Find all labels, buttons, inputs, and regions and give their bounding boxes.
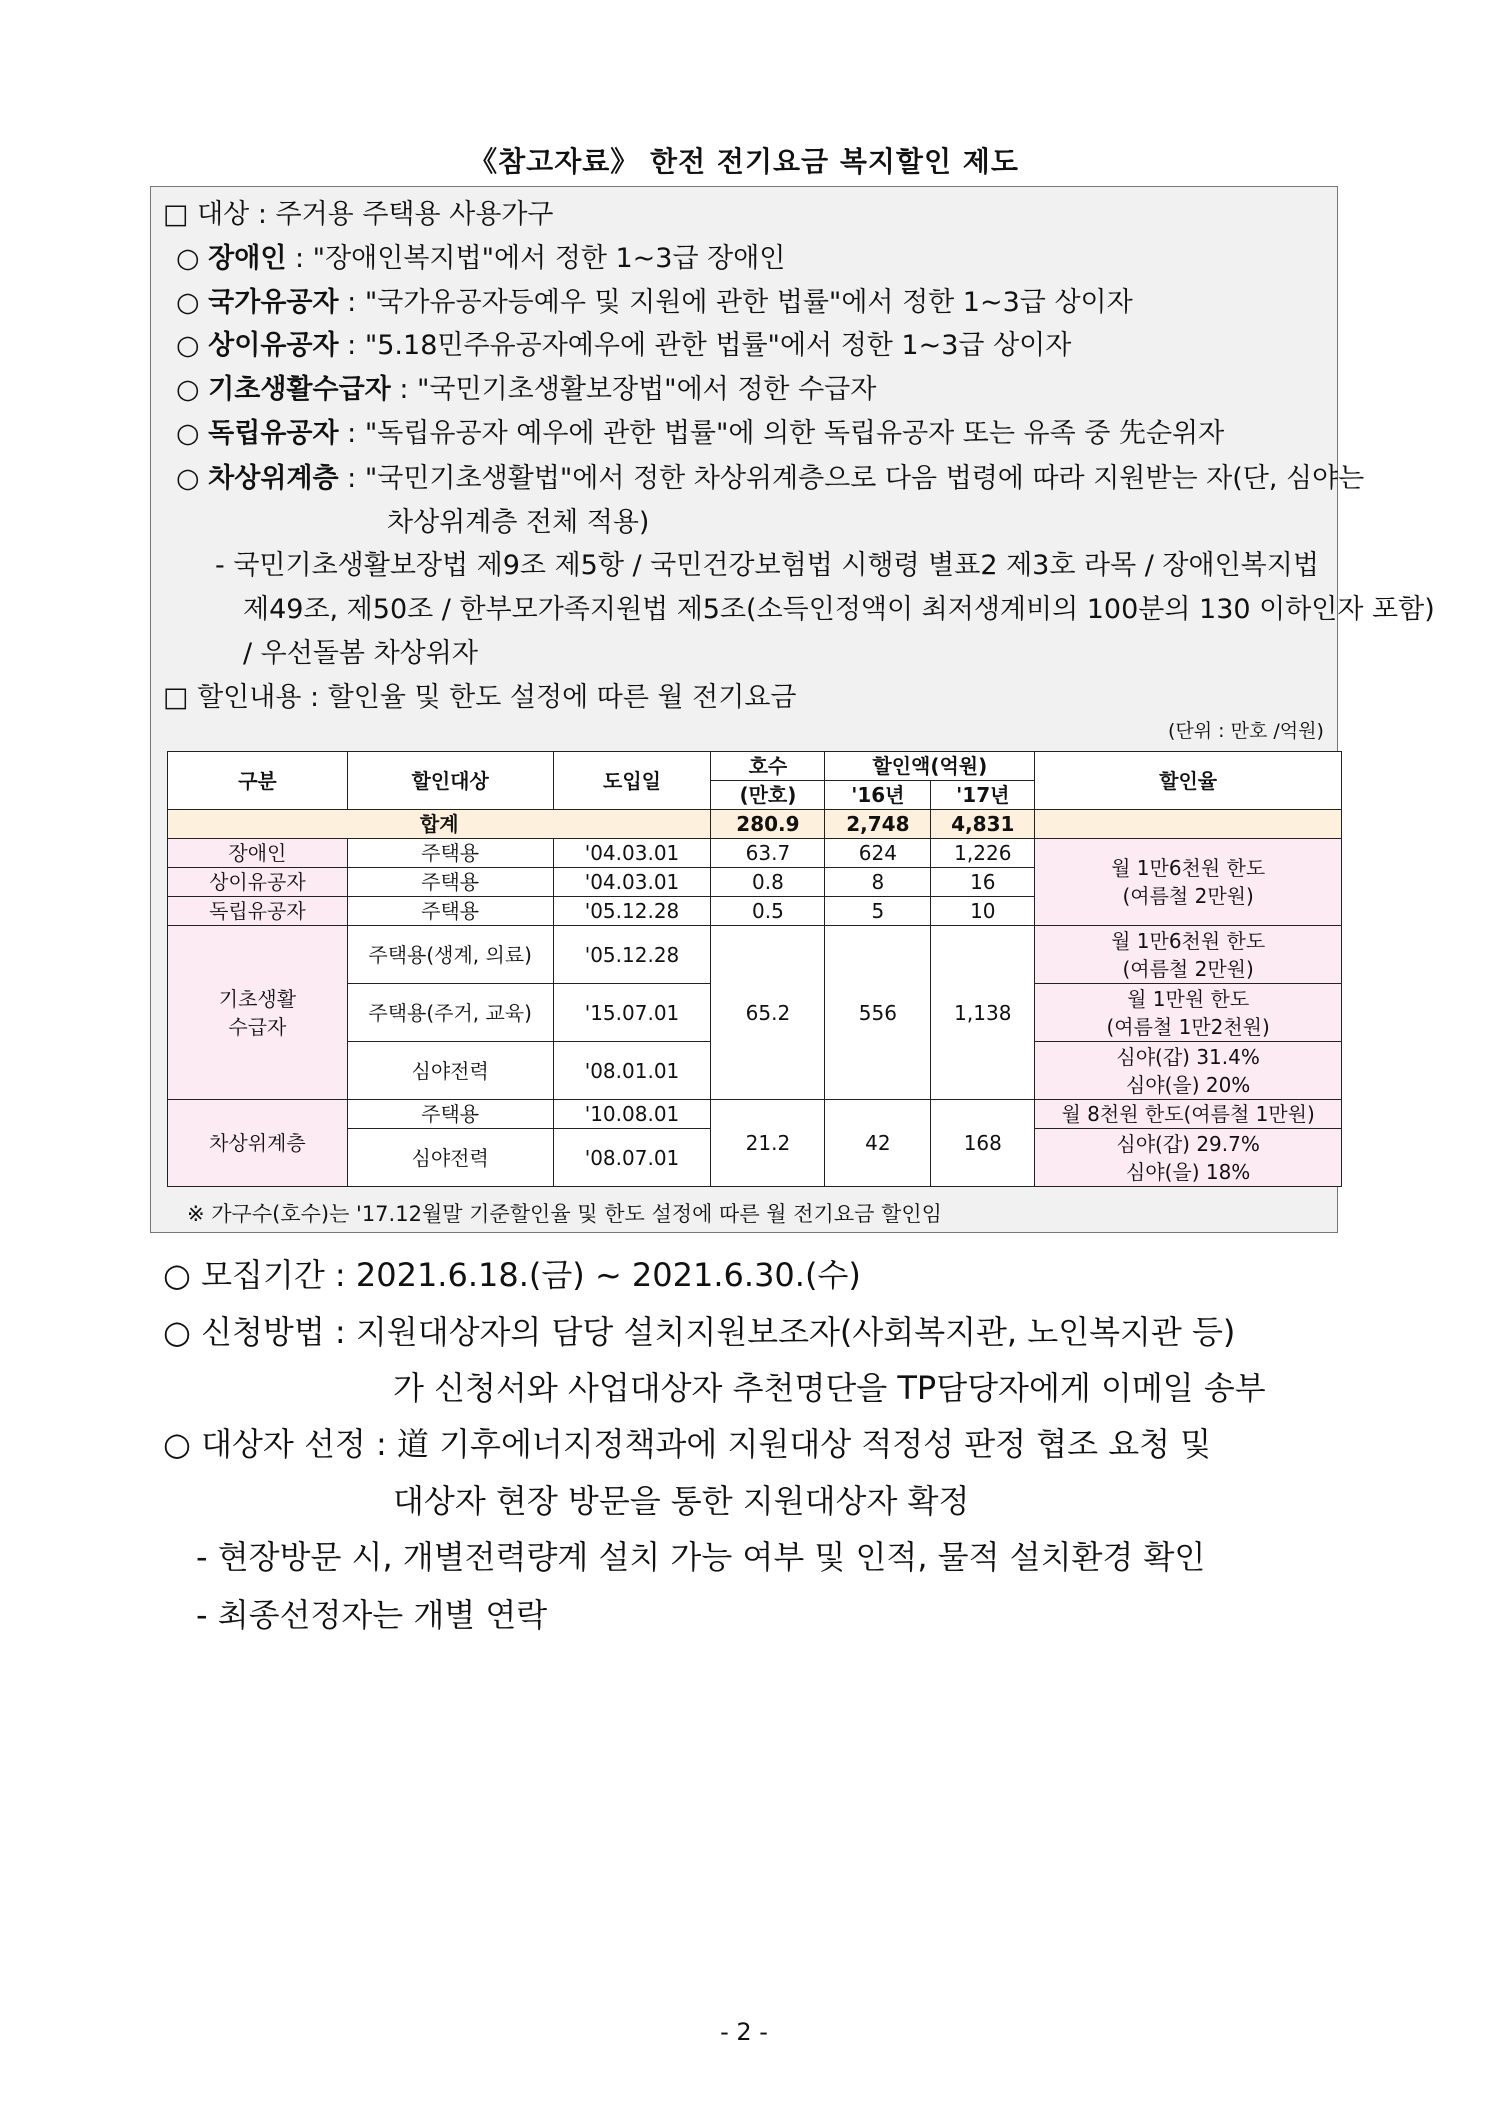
row-y16: 556	[825, 926, 931, 1100]
item-desc: : "독립유공자 예우에 관한 법률"에 의한 독립유공자 또는 유족 중 先순위자	[338, 418, 1225, 449]
target-item-basic	[176, 367, 876, 406]
row-target: 주택용	[347, 868, 553, 897]
row-target: 주택용(생계, 의료)	[347, 926, 553, 984]
total-rate	[1035, 810, 1342, 839]
row-category: 장애인	[168, 839, 348, 868]
row-category: 차상위계층	[168, 1100, 348, 1187]
row-households: 21.2	[711, 1100, 825, 1187]
row-y16: 5	[825, 897, 931, 926]
row-target: 주택용	[347, 897, 553, 926]
row-y16: 624	[825, 839, 931, 868]
table-total-row	[168, 810, 1342, 839]
item-desc: : "5.18민주유공자예우에 관한 법률"에서 정한 1~3급 상이자	[338, 330, 1072, 361]
selection-sub-2: - 최종선정자는 개별 연락	[196, 1596, 548, 1634]
category-line: 기초생활	[218, 986, 297, 1011]
target-line: □ 대상 : 주거용 주택용 사용가구	[163, 199, 554, 230]
header-households-unit: (만호)	[711, 781, 825, 810]
item-label: 기초생활수급자	[208, 374, 391, 405]
selection-sub-1: - 현장방문 시, 개별전력량계 설치 가능 여부 및 인적, 물적 설치환경 확인	[196, 1538, 1206, 1576]
header-y17: '17년	[931, 781, 1035, 810]
recruit-period: ○ 모집기간 : 2021.6.18.(금) ~ 2021.6.30.(수)	[163, 1256, 861, 1294]
table-row	[168, 926, 1342, 984]
row-target: 주택용	[347, 839, 553, 868]
rate-line: (여름철 2만원)	[1122, 884, 1254, 908]
sub-line-1: - 국민기초생활보장법 제9조 제5항 / 국민건강보험법 시행령 별표2 제3호 라목 / 장애인복지법	[215, 550, 1319, 581]
row-rate	[1035, 984, 1342, 1042]
row-y17: 1,226	[931, 839, 1035, 868]
rate-line: 월 1만6천원 한도	[1111, 928, 1266, 953]
rate-line: 월 1만원 한도	[1127, 986, 1250, 1011]
row-date: '15.07.01	[553, 984, 711, 1042]
rate-line: (여름철 2만원)	[1122, 956, 1254, 981]
bullet-icon: ○	[176, 463, 200, 494]
row-y17: 168	[931, 1100, 1035, 1187]
bullet-icon: ○	[176, 243, 200, 274]
row-date: '04.03.01	[553, 868, 711, 897]
row-target: 심야전력	[347, 1129, 553, 1187]
header-category: 구분	[168, 752, 348, 810]
item-label: 장애인	[208, 243, 287, 274]
header-rate: 할인율	[1035, 752, 1342, 810]
item-label: 상이유공자	[208, 330, 339, 361]
rate-line: 심야(갑) 29.7%	[1116, 1131, 1260, 1156]
selection-cont: 대상자 현장 방문을 통한 지원대상자 확정	[393, 1482, 970, 1520]
row-target: 주택용	[347, 1100, 553, 1129]
target-item-near-poor	[176, 456, 1364, 495]
item-desc: : "장애인복지법"에서 정한 1~3급 장애인	[286, 243, 786, 274]
bullet-icon: ○	[176, 330, 200, 361]
row-category	[168, 926, 348, 1100]
row-y16: 42	[825, 1100, 931, 1187]
target-item-patriot	[176, 280, 1133, 319]
row-households: 65.2	[711, 926, 825, 1100]
total-y16: 2,748	[825, 810, 931, 839]
item-label: 차상위계층	[208, 463, 339, 494]
rate-line: 심야(을) 20%	[1125, 1072, 1251, 1097]
item-label: 국가유공자	[208, 287, 339, 318]
rate-line: 심야(갑) 31.4%	[1116, 1044, 1260, 1069]
row-y17: 10	[931, 897, 1035, 926]
rate-line: 월 1만6천원 한도	[1111, 856, 1266, 880]
row-date: '05.12.28	[553, 926, 711, 984]
item-desc: : "국민기초생활법"에서 정한 차상위계층으로 다음 법령에 따라 지원받는 자(단, 심야는	[338, 463, 1365, 494]
rate-line: (여름철 1만2천원)	[1106, 1014, 1270, 1039]
row-households: 0.5	[711, 897, 825, 926]
row-target: 주택용(주거, 교육)	[347, 984, 553, 1042]
bullet-icon: ○	[176, 374, 200, 405]
table-footnote: ※ 가구수(호수)는 '17.12월말 기준할인율 및 한도 설정에 따른 월 전기요금 할인임	[187, 1202, 942, 1226]
table-header-row	[168, 752, 1342, 781]
header-amount: 할인액(억원)	[825, 752, 1035, 781]
row-rate-group	[1035, 839, 1342, 926]
category-line: 수급자	[228, 1014, 287, 1039]
total-y17: 4,831	[931, 810, 1035, 839]
row-households: 63.7	[711, 839, 825, 868]
target-item-near-poor-cont: 차상위계층 전체 적용)	[387, 507, 650, 538]
table-row	[168, 1100, 1342, 1129]
row-y17: 16	[931, 868, 1035, 897]
total-label: 합계	[168, 810, 711, 839]
row-target: 심야전력	[347, 1042, 553, 1100]
bullet-icon: ○	[176, 287, 200, 318]
row-category: 독립유공자	[168, 897, 348, 926]
item-label: 독립유공자	[208, 418, 339, 449]
sub-line-2: 제49조, 제50조 / 한부모가족지원법 제5조(소득인정액이 최저생계비의 100분의 130 이하인자 포함)	[243, 594, 1435, 625]
row-rate: 월 8천원 한도(여름철 1만원)	[1035, 1100, 1342, 1129]
page-number: - 2 -	[720, 2018, 768, 2046]
header-date: 도입일	[553, 752, 711, 810]
sub-line-3: / 우선돌봄 차상위자	[243, 638, 478, 669]
header-households: 호수	[711, 752, 825, 781]
row-date: '10.08.01	[553, 1100, 711, 1129]
table-row	[168, 839, 1342, 868]
header-target: 할인대상	[347, 752, 553, 810]
row-category: 상이유공자	[168, 868, 348, 897]
target-item-independence	[176, 411, 1224, 450]
row-date: '05.12.28	[553, 897, 711, 926]
row-rate	[1035, 1042, 1342, 1100]
unit-label: (단위 : 만호 /억원)	[1168, 720, 1324, 742]
row-rate	[1035, 926, 1342, 984]
item-desc: : "국가유공자등예우 및 지원에 관한 법률"에서 정한 1~3급 상이자	[338, 287, 1133, 318]
document-title: 《참고자료》 한전 전기요금 복지할인 제도	[469, 145, 1019, 178]
item-desc: : "국민기초생활보장법"에서 정한 수급자	[390, 374, 877, 405]
apply-method-cont: 가 신청서와 사업대상자 추천명단을 TP담당자에게 이메일 송부	[393, 1369, 1266, 1407]
row-date: '04.03.01	[553, 839, 711, 868]
total-households: 280.9	[711, 810, 825, 839]
discount-line: □ 할인내용 : 할인율 및 한도 설정에 따른 월 전기요금	[163, 682, 797, 713]
rate-line: 심야(을) 18%	[1125, 1159, 1251, 1184]
header-y16: '16년	[825, 781, 931, 810]
target-item-injured	[176, 323, 1071, 362]
apply-method: ○ 신청방법 : 지원대상자의 담당 설치지원보조자(사회복지관, 노인복지관 등)	[163, 1313, 1236, 1351]
row-y17: 1,138	[931, 926, 1035, 1100]
row-date: '08.01.01	[553, 1042, 711, 1100]
discount-table	[167, 751, 1342, 1187]
row-y16: 8	[825, 868, 931, 897]
row-date: '08.07.01	[553, 1129, 711, 1187]
row-rate	[1035, 1129, 1342, 1187]
selection: ○ 대상자 선정 : 道 기후에너지정책과에 지원대상 적정성 판정 협조 요청 및	[163, 1425, 1212, 1463]
row-households: 0.8	[711, 868, 825, 897]
bullet-icon: ○	[176, 418, 200, 449]
target-item-disabled	[176, 236, 785, 275]
